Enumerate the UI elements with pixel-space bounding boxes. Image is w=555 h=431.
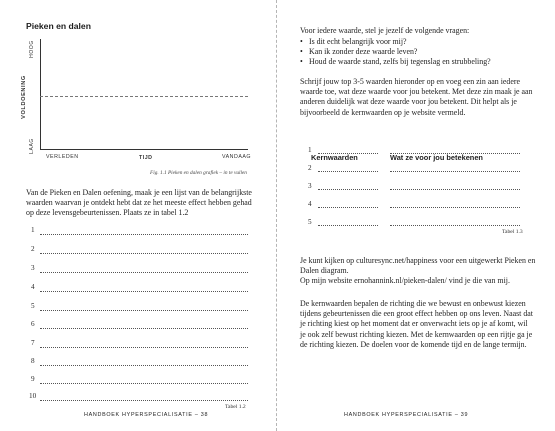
write-line[interactable] xyxy=(40,272,248,273)
value-line[interactable] xyxy=(318,171,378,172)
y-axis-title: VOLDOENING xyxy=(21,75,27,119)
value-line[interactable] xyxy=(318,153,378,154)
x-axis-left-label: VERLEDEN xyxy=(46,154,79,160)
left-page xyxy=(0,0,277,431)
write-line[interactable] xyxy=(40,328,248,329)
column-header-values: Kernwaarden xyxy=(311,153,358,162)
x-axis xyxy=(40,149,248,150)
x-axis-title: TIJD xyxy=(139,155,153,161)
y-axis-top-label: HOOG xyxy=(29,40,35,58)
write-line[interactable] xyxy=(40,253,248,254)
list-number: 9 xyxy=(31,375,35,383)
value-line[interactable] xyxy=(318,225,378,226)
list-number: 2 xyxy=(31,245,35,253)
write-line[interactable] xyxy=(40,291,248,292)
write-line[interactable] xyxy=(40,383,248,384)
y-axis xyxy=(40,39,41,149)
list-number: 3 xyxy=(308,182,312,190)
write-line[interactable] xyxy=(40,347,248,348)
list-number: 8 xyxy=(31,357,35,365)
meaning-line[interactable] xyxy=(390,207,520,208)
question-list xyxy=(300,37,540,68)
list-number: 3 xyxy=(31,264,35,272)
meaning-line[interactable] xyxy=(390,153,520,154)
midline xyxy=(40,96,248,97)
list-number: 4 xyxy=(31,283,35,291)
x-axis-right-label: VANDAAG xyxy=(222,154,252,160)
question-item: • Is dit echt belangrijk voor mij? xyxy=(300,37,540,47)
meaning-line[interactable] xyxy=(390,171,520,172)
links-paragraph: Je kunt kijken op culturesync.net/happiness voor een uitgewerkt Pieken en Dalen diagram. Op mijn website ernohannink.nl/pieken-dalen/ vind je die van mij. xyxy=(300,256,536,286)
meaning-line[interactable] xyxy=(390,189,520,190)
write-line[interactable] xyxy=(40,234,248,235)
list-number: 10 xyxy=(29,392,37,400)
y-axis-bottom-label: LAAG xyxy=(29,138,35,154)
list-number: 6 xyxy=(31,320,35,328)
list-number: 7 xyxy=(31,339,35,347)
list-number: 5 xyxy=(308,218,312,226)
list-number: 2 xyxy=(308,164,312,172)
meaning-line[interactable] xyxy=(390,225,520,226)
questions-intro: Voor iedere waarde, stel je jezelf de volgende vragen: xyxy=(300,26,470,35)
write-line[interactable] xyxy=(40,365,248,366)
list-number: 4 xyxy=(308,200,312,208)
write-line[interactable] xyxy=(40,310,248,311)
figure-caption: Fig. 1.1 Pieken en dalen grafiek – in te vullen xyxy=(150,170,247,176)
table-label: Tabel 1.3 xyxy=(502,229,523,235)
instruction-paragraph: Van de Pieken en Dalen oefening, maak je een lijst van de belangrijkste waarden waarvan je ontdekt hebt dat ze het meeste effect hebben gehad op deze levensgebeurtenissen. Plaats ze in tabel 1.2 xyxy=(26,188,252,218)
write-line[interactable] xyxy=(40,400,248,401)
page-footer: HANDBOEK HYPERSPECIALISATIE – 38 xyxy=(84,412,209,418)
list-number: 1 xyxy=(308,146,312,154)
column-header-meaning: Wat ze voor jou betekenen xyxy=(390,153,483,162)
list-number: 5 xyxy=(31,302,35,310)
right-page xyxy=(278,0,555,431)
question-item: • Houd de waarde stand, zelfs bij tegenslag en strubbeling? xyxy=(300,57,540,67)
list-number: 1 xyxy=(31,226,35,234)
value-line[interactable] xyxy=(318,189,378,190)
instructions-paragraph: Schrijf jouw top 3-5 waarden hieronder op en voeg een zin aan iedere waarde toe, wat deze waarde voor jou betekent. Met deze zin maak je aan anderen duidelijk wat deze waarde voor jou betekent. Dit helpt als je bijvoorbeeld de kernwaarden op je website vermeld. xyxy=(300,77,533,117)
value-line[interactable] xyxy=(318,207,378,208)
page-footer: HANDBOEK HYPERSPECIALISATIE – 39 xyxy=(344,412,469,418)
section-heading: Pieken en dalen xyxy=(26,21,91,31)
table-label: Tabel 1.2 xyxy=(225,404,246,410)
closing-paragraph: De kernwaarden bepalen de richting die we bewust en onbewust kiezen tijdens gebeurtenissen die een groot effect hebben op ons leven. Naast dat je richting kiest op het moment dat er onverwacht iets op je af komt, wil je ook zelf bewust richting kiezen. Met de kernwaarden op een rijtje ga je de richting kiezen. De doelen voor de komende tijd en de lange termijn. xyxy=(300,299,533,349)
question-item: • Kan ik zonder deze waarde leven? xyxy=(300,47,540,57)
